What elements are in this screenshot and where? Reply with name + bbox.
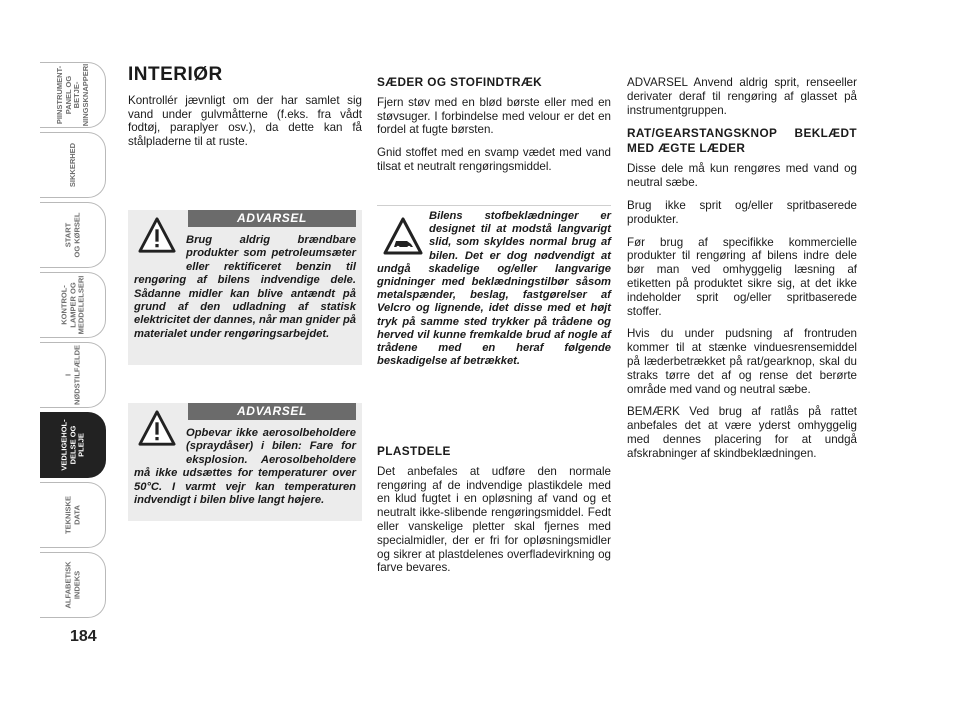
paragraph: Det anbefales at udføre den normale rengøring af de indvendige plastikdele med en klud fugtet i en opløsning af vand og et neutralt ikke-slibende rengøringsmiddel. Fedt eller vanskelige pletter skal fjernes med specialmidler, der er fri for opløsningsmidler og sikrer at plastdelenes overfladevirkning og farve bevares. xyxy=(377,464,611,575)
tab-label: PIINSTRUMENT- PANEL OG BETJE- NINGSKNAPPERI xyxy=(54,63,89,127)
tab-tekniske-data[interactable] xyxy=(40,482,106,548)
page-number: 184 xyxy=(70,628,97,645)
paragraph: ADVARSEL Anvend aldrig sprit, renseeller derivater deraf til rengøring af glasset på instrumentgruppen. xyxy=(627,76,857,117)
column-3 xyxy=(627,76,857,470)
section-heading-leather: RAT/GEARSTANGSKNOP BEKLÆDT MED ÆGTE LÆDER xyxy=(627,126,857,156)
tab-vedligeholdelse[interactable] xyxy=(40,412,106,478)
column-2-lower xyxy=(377,445,611,584)
warning-heading: ADVARSEL xyxy=(188,210,356,227)
intro-paragraph: Kontrollér jævnligt om der har samlet sig vand under gulvmåtterne (f.eks. fra vådt fodtøj, paraplyer osv.), da dette kan få stålpladerne til at ruste. xyxy=(128,93,362,149)
paragraph: Brug ikke sprit og/eller spritbaserede produkter. xyxy=(627,198,857,226)
section-heading-plastic: PLASTDELE xyxy=(377,444,451,458)
tab-label: TEKNISKE DATA xyxy=(63,496,81,534)
paragraph: Før brug af specifikke kommercielle produkter til rengøring af bilens indre dele bør man ved omhyggelig læsning af etiketten på produktet sikre sig, at det ikke indeholder sprit og/eller spritbaserede stoffer. xyxy=(627,235,857,318)
car-seat-warning-icon xyxy=(383,216,423,256)
paragraph: Hvis du under pudsning af frontruden kommer til at stænke vinduesrensemiddel på læderbetrækket på rat/gearknop, skal du straks tørre det af og rense det berørte område med vand og neutral sæbe. xyxy=(627,327,857,396)
tab-instrumentpanel[interactable] xyxy=(40,62,106,128)
note-upholstery: Bilens stofbeklædninger er designet til at modstå langvarigt slid, som skyldes normal brug af bilen. Det er dog nødvendigt at undgå skadelige og/eller langvarige gnidninger med beklædningstilbør såsom metalspænder, beslag, fastgørelser af Velcro og lignende, idet disse med et højt tryk på samme sted trykker på trådene og herved vil kunne fremkalde brud af nogle af trådene med en heraf følgende beskadigelse af betrækket. xyxy=(377,210,611,368)
paragraph: Disse dele må kun rengøres med vand og neutral sæbe. xyxy=(627,162,857,190)
tab-kontrollamper[interactable] xyxy=(40,272,106,338)
tab-label: SIKKERHED xyxy=(67,142,77,188)
divider xyxy=(377,205,611,206)
section-heading-seats: SÆDER OG STOFINDTRÆK xyxy=(377,75,543,89)
tab-start[interactable] xyxy=(40,202,106,268)
paragraph: Gnid stoffet med en svamp vædet med vand tilsat et neutralt rengøringsmiddel. xyxy=(377,146,611,173)
warning-box-flammable xyxy=(128,210,362,365)
warning-box-aerosol xyxy=(128,403,362,521)
warning-heading: ADVARSEL xyxy=(188,403,356,420)
paragraph: BEMÆRK Ved brug af ratlås på rattet anbefales det at være yderst omhyggelig med dennes placering for at undgå afskrabninger af skindbeklædningen. xyxy=(627,405,857,460)
tab-label: VEDLIGEHOL- DELSE OG PLEJE xyxy=(58,419,85,471)
warning-text: Brug aldrig brændbare produkter som petroleumsæter eller rektificeret benzin til rengøring af bilens indvendige dele. Sådanne midler kan blive antændt på grund af den udladning af statisk elektricitet der dannes, når man gnider på materialet under rengøringsarbejdet. xyxy=(134,234,356,340)
tab-alfabetisk-indeks[interactable] xyxy=(40,552,106,618)
page-title: INTERIØR xyxy=(128,64,223,85)
warning-text: Opbevar ikke aerosolbeholdere (spraydåser) i bilen: Fare for eksplosion. Aerosolbeholdere må ikke udsættes for temperaturer over 50°C. I varmt vejr kan temperaturen indvendigt i bilen blive langt højere. xyxy=(134,427,356,507)
paragraph: Fjern støv med en blød børste eller med en støvsuger. I forbindelse med velour er det en fordel at fugte børsten. xyxy=(377,95,611,137)
tab-label: I NØDSTILFÆLDE xyxy=(63,345,81,405)
tab-label: KONTROL- LAMPER OG MEDDELELSERI xyxy=(58,275,85,335)
tab-nodstilfaelde[interactable] xyxy=(40,342,106,408)
column-1 xyxy=(128,64,362,158)
column-2 xyxy=(377,76,611,183)
tab-label: START OG KØRSEL xyxy=(63,212,81,258)
tab-sikkerhed[interactable] xyxy=(40,132,106,198)
tab-label: ALFABETISK INDEKS xyxy=(63,561,81,609)
